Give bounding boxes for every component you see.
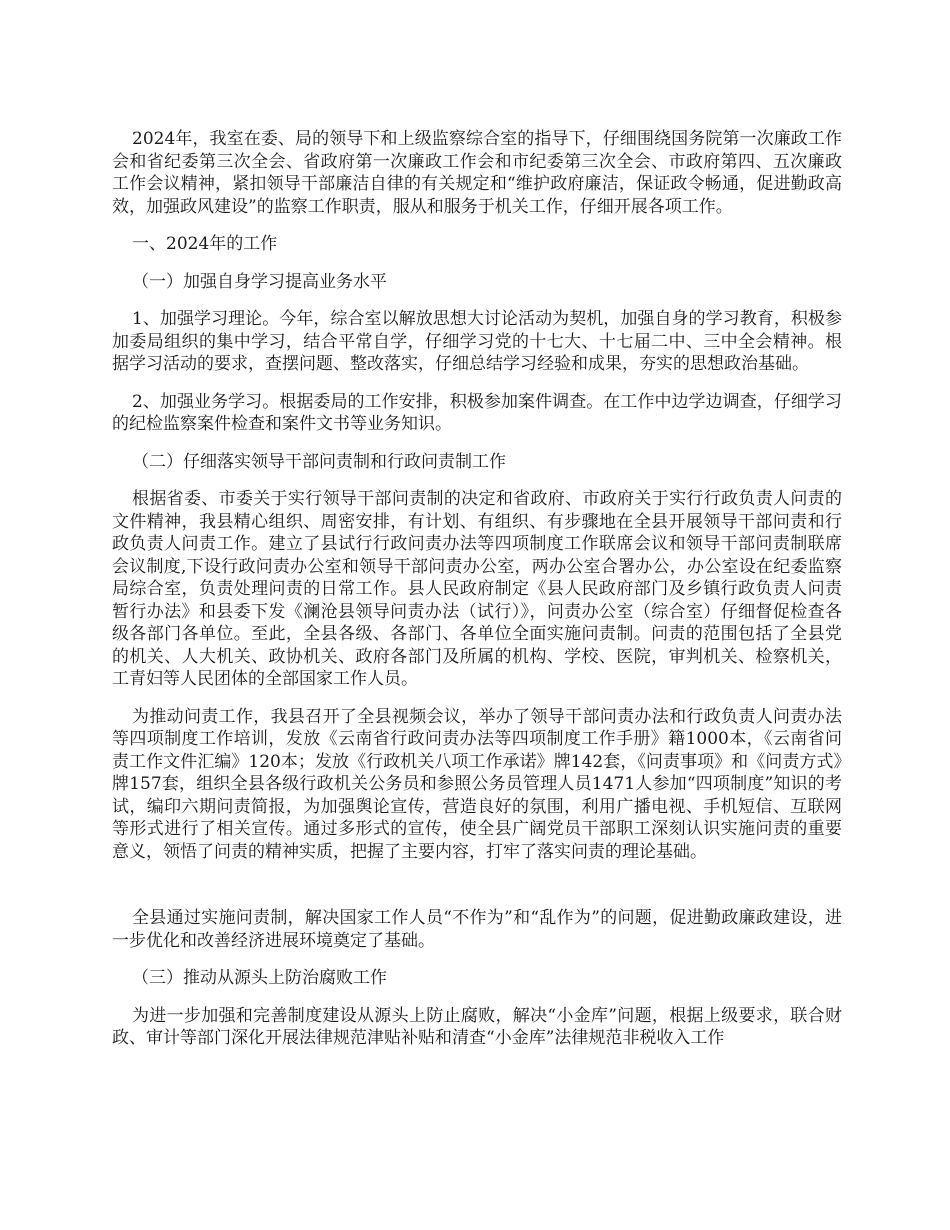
subsection-heading-1: （一）加强自身学习提高业务水平: [132, 271, 387, 292]
body-paragraph: 全县通过实施问责制，解决国家工作人员“不作为”和“乱作为”的问题，促进勤政廉政建设，进一步优化和改善经济进展环境奠定了基础。: [112, 908, 842, 951]
intro-paragraph: 2024年，我室在委、局的领导下和上级监察综合室的指导下，仔细围绕国务院第一次廉政工作会和省纪委第三次全会、省政府第一次廉政工作会和市纪委第三次全会、市政府第四、五次廉政工作会议精神，紧扣领导干部廉洁自律的有关规定和“维护政府廉洁，保证政令畅通，促进勤政高效，加强政风建设”的监察工作职责，服从和服务于机关工作，仔细开展各项工作。: [112, 129, 842, 217]
body-paragraph: 根据省委、市委关于实行领导干部问责制的决定和省政府、市政府关于实行行政负责人问责的文件精神，我县精心组织、周密安排，有计划、有组织、有步骤地在全县开展领导干部问责和行政负责人问责工作。建立了县试行行政问责办法等四项制度工作联席会议和领导干部问责制联席会议制度,下设行政问责办公室和领导干部问责办公室，两办公室合署办公，办公室设在纪委监察局综合室，负责处理问责的日常工作。县人民政府制定《县人民政府部门及乡镇行政负责人问责暂行办法》和县委下发《澜沧县领导问责办法（试行）》，问责办公室（综合室）仔细督促检查各级各部门各单位。至此，全县各级、各部门、各单位全面实施问责制。问责的范围包括了全县党的机关、人大机关、政协机关、政府各部门及所属的机构、学校、医院，审判机关、检察机关，工青妇等人民团体的全部国家工作人员。: [112, 489, 842, 689]
subsection-heading-2: （二）仔细落实领导干部问责制和行政问责制工作: [132, 451, 506, 472]
body-paragraph: 2、加强业务学习。根据委局的工作安排，积极参加案件调查。在工作中边学边调查，仔细学习的纪检监察案件检查和案件文书等业务知识。: [112, 391, 842, 434]
section-heading-work: 一、2024年的工作: [132, 234, 278, 254]
body-paragraph: 为进一步加强和完善制度建设从源头上防止腐败，解决“小金库”问题，根据上级要求，联合财政、审计等部门深化开展法律规范津贴补贴和清查“小金库”法律规范非税收入工作: [112, 1005, 842, 1048]
body-paragraph: 1、加强学习理论。今年，综合室以解放思想大讨论活动为契机，加强自身的学习教育，积极参加委局组织的集中学习，结合平常自学，仔细学习党的十七大、十七届二中、三中全会精神。根据学习活动的要求，查摆问题、整改落实，仔细总结学习经验和成果，夯实的思想政治基础。: [112, 309, 842, 374]
body-paragraph: 为推动问责工作，我县召开了全县视频会议，举办了领导干部问责办法和行政负责人问责办法等四项制度工作培训，发放《云南省行政问责办法等四项制度工作手册》籍1000本，《云南省问责工作文件汇编》120本；发放《行政机关八项工作承诺》牌142套，《问责事项》和《问责方式》牌157套，组织全县各级行政机关公务员和参照公务员管理人员1471人参加“四项制度”知识的考试，编印六期问责简报，为加强舆论宣传，营造良好的氛围，利用广播电视、手机短信、互联网等形式进行了相关宣传。通过多形式的宣传，使全县广阔党员干部职工深刻认识实施问责的重要意义，领悟了问责的精神实质，把握了主要内容，打牢了落实问责的理论基础。: [112, 706, 842, 862]
document-body: [112, 128, 842, 1065]
subsection-heading-3: （三）推动从源头上防治腐败工作: [132, 968, 387, 988]
